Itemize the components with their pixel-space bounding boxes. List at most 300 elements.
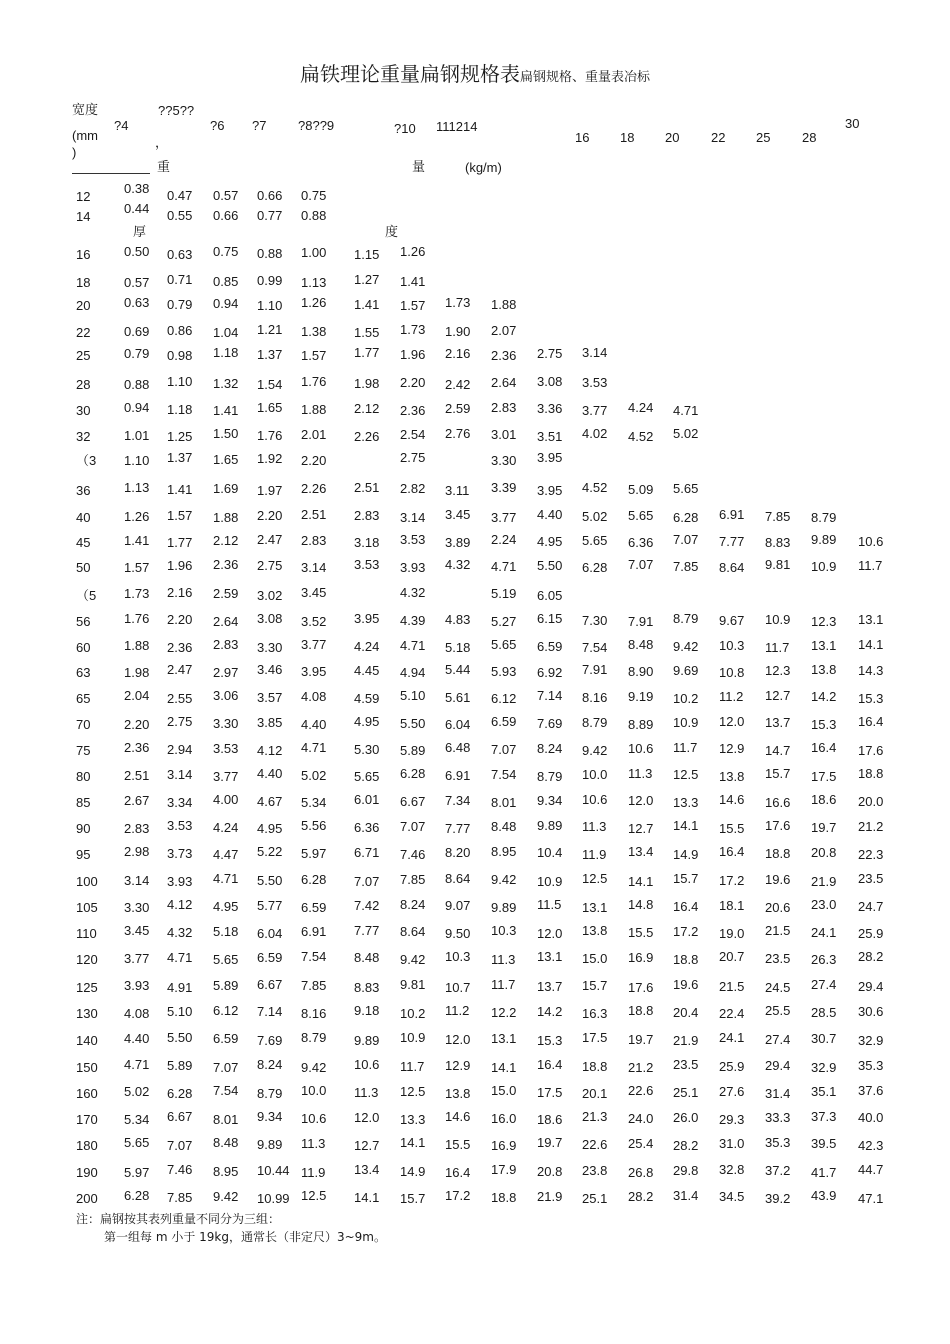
table-cell: 8.64 (445, 871, 471, 886)
table-cell: 1.41 (213, 403, 239, 418)
table-cell: 5.97 (124, 1165, 150, 1180)
table-cell: 10.9 (765, 612, 791, 627)
table-cell: 10.3 (445, 949, 471, 964)
table-cell: 9.42 (673, 639, 699, 654)
table-cell: 7.07 (213, 1060, 239, 1075)
table-cell: 5.89 (400, 743, 426, 758)
table-cell: 5.44 (445, 662, 471, 677)
table-cell: 8.16 (301, 1006, 327, 1021)
table-cell: 27.4 (765, 1032, 791, 1047)
table-cell: 1.27 (354, 272, 380, 287)
table-cell: 26.8 (628, 1165, 654, 1180)
row-width-label: 180 (76, 1138, 98, 1153)
table-cell: 14.3 (858, 663, 884, 678)
header-weight-char: 重 (157, 160, 171, 175)
table-cell: 15.7 (765, 766, 791, 781)
table-cell: 9.42 (301, 1060, 327, 1075)
table-cell: 9.89 (811, 532, 837, 547)
table-cell: 28.2 (628, 1189, 654, 1204)
table-cell: 5.50 (537, 558, 563, 573)
table-cell: 25.1 (673, 1085, 699, 1100)
table-cell: 11.2 (445, 1003, 470, 1018)
title-main: 扁铁理论重量扁钢规格表 (299, 62, 520, 86)
table-cell: 32.9 (858, 1033, 884, 1048)
table-cell: 2.36 (400, 403, 426, 418)
table-cell: 0.79 (124, 346, 150, 361)
table-cell: 5.18 (445, 640, 471, 655)
header-thickness-2: ??5?? (158, 103, 195, 118)
table-cell: 4.94 (400, 665, 426, 680)
table-cell: 3.14 (400, 510, 426, 525)
table-cell: 13.8 (582, 923, 608, 938)
table-cell: 17.2 (719, 873, 745, 888)
table-cell: 1.26 (124, 509, 150, 524)
table-cell: 23.8 (582, 1163, 608, 1178)
table-cell: 5.19 (491, 586, 517, 601)
table-cell: 3.02 (257, 588, 283, 603)
table-cell: 1.73 (124, 586, 150, 601)
table-cell: 6.04 (257, 926, 283, 941)
table-cell: 15.0 (491, 1083, 517, 1098)
header-thickness-14: 30 (845, 116, 860, 131)
table-cell: 3.52 (301, 614, 327, 629)
table-cell: 23.5 (858, 871, 884, 886)
table-cell: 7.85 (765, 509, 791, 524)
table-cell: 0.98 (167, 348, 193, 363)
table-cell: 2.75 (400, 450, 426, 465)
table-cell: 25.9 (858, 926, 884, 941)
table-cell: 1.76 (257, 428, 283, 443)
table-cell: 13.8 (445, 1086, 471, 1101)
table-cell: 5.61 (445, 690, 471, 705)
table-cell: 1.38 (301, 324, 327, 339)
table-cell: 2.26 (301, 481, 327, 496)
row-width-label: 28 (76, 377, 91, 392)
table-cell: 0.94 (124, 400, 150, 415)
table-cell: 3.45 (124, 923, 150, 938)
table-cell: 1.13 (301, 275, 327, 290)
table-cell: 0.88 (301, 208, 327, 223)
table-cell: 8.79 (673, 611, 699, 626)
table-cell: 11.3 (354, 1085, 379, 1100)
header-thickness-8: 16 (575, 130, 590, 145)
table-cell: 9.89 (537, 818, 563, 833)
table-cell: 1.88 (124, 638, 150, 653)
table-cell: 7.07 (491, 742, 517, 757)
table-cell: 4.91 (167, 980, 193, 995)
table-cell: 7.07 (167, 1138, 193, 1153)
table-cell: 4.83 (445, 612, 471, 627)
table-cell: 2.75 (537, 346, 563, 361)
header-thickness-11: 22 (711, 130, 726, 145)
table-cell: 11.9 (301, 1165, 326, 1180)
row-width-label: 32 (76, 429, 91, 444)
table-cell: 14.6 (445, 1109, 471, 1124)
table-cell: 25.4 (628, 1136, 654, 1151)
table-cell: 5.10 (167, 1004, 193, 1019)
table-cell: 5.50 (167, 1030, 193, 1045)
table-cell: 2.20 (167, 612, 193, 627)
row-width-label: 85 (76, 795, 91, 810)
table-cell: 1.98 (124, 665, 150, 680)
table-cell: 7.34 (445, 793, 471, 808)
table-cell: 0.99 (257, 273, 283, 288)
row-width-label: （3 (76, 453, 97, 468)
table-cell: 0.47 (167, 188, 193, 203)
table-cell: 1.98 (354, 376, 380, 391)
row-width-label: 95 (76, 847, 91, 862)
table-cell: 3.11 (445, 483, 470, 498)
table-cell: 7.77 (354, 923, 380, 938)
header-thickness-6: ?10 (394, 121, 416, 136)
table-cell: 13.1 (537, 949, 563, 964)
table-cell: 35.3 (858, 1058, 884, 1073)
table-cell: 5.02 (301, 768, 327, 783)
table-cell: 6.59 (301, 900, 327, 915)
table-cell: 8.48 (354, 950, 380, 965)
table-cell: 2.26 (354, 429, 380, 444)
table-cell: 8.83 (765, 535, 791, 550)
table-cell: 6.28 (400, 766, 426, 781)
table-cell: 3.53 (400, 532, 426, 547)
table-cell: 3.57 (257, 690, 283, 705)
table-cell: 7.85 (301, 978, 327, 993)
table-cell: 14.1 (673, 818, 699, 833)
table-cell: 1.26 (301, 295, 327, 310)
table-cell: 14.8 (628, 897, 654, 912)
table-cell: 18.8 (858, 766, 884, 781)
table-cell: 21.3 (582, 1109, 608, 1124)
table-cell: 18.8 (491, 1190, 517, 1205)
table-cell: 4.02 (582, 426, 608, 441)
table-cell: 1.65 (257, 400, 283, 415)
header-thickness-4: ?7 (252, 118, 267, 133)
table-cell: 5.09 (628, 482, 654, 497)
table-cell: 0.88 (124, 377, 150, 392)
table-cell: 10.44 (257, 1163, 290, 1178)
table-cell: 18.8 (582, 1059, 608, 1074)
table-cell: 8.90 (628, 664, 654, 679)
table-cell: 9.89 (491, 900, 517, 915)
table-cell: 10.2 (400, 1006, 426, 1021)
row-width-label: 40 (76, 510, 91, 525)
table-cell: 15.0 (582, 951, 608, 966)
row-width-label: 160 (76, 1086, 98, 1101)
table-cell: 2.36 (213, 557, 239, 572)
table-cell: 2.75 (167, 714, 193, 729)
table-cell: 4.12 (167, 897, 193, 912)
table-cell: 8.95 (491, 844, 517, 859)
table-cell: 10.3 (719, 638, 745, 653)
table-cell: 3.08 (257, 611, 283, 626)
table-cell: 2.59 (445, 401, 471, 416)
table-cell: 2.82 (400, 481, 426, 496)
table-cell: 0.88 (257, 246, 283, 261)
table-cell: 10.9 (537, 874, 563, 889)
row-width-label: 140 (76, 1033, 98, 1048)
table-cell: 16.4 (673, 899, 699, 914)
table-cell: 37.3 (811, 1109, 837, 1124)
table-cell: 3.95 (537, 450, 563, 465)
row-width-label: 25 (76, 348, 91, 363)
table-cell: 1.41 (167, 482, 193, 497)
table-cell: 29.8 (673, 1163, 699, 1178)
table-cell: 9.89 (257, 1137, 283, 1152)
table-cell: 4.59 (354, 691, 380, 706)
header-thickness-10: 20 (665, 130, 680, 145)
table-cell: 2.94 (167, 742, 193, 757)
table-cell: 19.6 (673, 977, 699, 992)
table-cell: 2.36 (124, 740, 150, 755)
table-cell: 3.30 (124, 900, 150, 915)
table-cell: 17.5 (582, 1030, 608, 1045)
table-cell: 19.6 (765, 872, 791, 887)
table-cell: 13.7 (765, 715, 791, 730)
table-cell: 17.6 (628, 980, 654, 995)
table-cell: 2.20 (400, 375, 426, 390)
table-cell: 1.10 (167, 374, 193, 389)
row-width-label: 100 (76, 874, 98, 889)
row-width-label: 105 (76, 900, 98, 915)
table-cell: 9.42 (213, 1189, 239, 1204)
row-width-label: 120 (76, 952, 98, 967)
table-cell: 11.3 (491, 952, 516, 967)
table-cell: 22.3 (858, 847, 884, 862)
table-cell: 6.91 (719, 507, 745, 522)
table-cell: 10.0 (301, 1083, 327, 1098)
table-cell: 8.20 (445, 845, 471, 860)
table-cell: 4.95 (257, 821, 283, 836)
table-cell: 13.4 (628, 844, 654, 859)
table-cell: 0.75 (213, 244, 239, 259)
table-cell: 21.9 (673, 1033, 699, 1048)
row-width-label: 12 (76, 189, 91, 204)
table-cell: 12.9 (719, 741, 745, 756)
table-cell: 3.01 (491, 427, 517, 442)
table-cell: 7.54 (582, 640, 608, 655)
header-thickness-7: 111214 (436, 119, 478, 134)
table-cell: 10.9 (811, 559, 837, 574)
table-cell: 14.1 (354, 1190, 380, 1205)
row-width-label: 70 (76, 717, 91, 732)
table-cell: 3.30 (491, 453, 517, 468)
table-cell: 3.53 (582, 375, 608, 390)
table-cell: 22.6 (628, 1083, 654, 1098)
table-cell: 1.90 (445, 324, 471, 339)
table-cell: 7.69 (537, 716, 563, 731)
table-cell: 2.47 (257, 532, 283, 547)
table-cell: 1.00 (301, 245, 327, 260)
table-cell: 23.5 (673, 1057, 699, 1072)
table-cell: 13.1 (582, 900, 608, 915)
table-cell: 0.63 (167, 247, 193, 262)
table-cell: 10.6 (582, 792, 608, 807)
table-cell: 8.64 (719, 560, 745, 575)
table-cell: 19.7 (628, 1032, 654, 1047)
table-cell: 6.15 (537, 611, 563, 626)
table-cell: 12.3 (811, 614, 837, 629)
table-cell: 16.4 (719, 844, 745, 859)
table-cell: 9.42 (582, 743, 608, 758)
table-cell: 7.42 (354, 898, 380, 913)
row-width-label: 150 (76, 1060, 98, 1075)
table-cell: 3.53 (213, 741, 239, 756)
table-cell: 4.40 (124, 1031, 150, 1046)
table-cell: 6.59 (257, 950, 283, 965)
table-cell: 4.00 (213, 792, 239, 807)
row-width-label: 20 (76, 298, 91, 313)
table-cell: 14.9 (400, 1164, 426, 1179)
table-cell: 2.36 (491, 348, 517, 363)
table-cell: 35.1 (811, 1084, 837, 1099)
table-cell: 6.28 (167, 1086, 193, 1101)
table-cell: 1.32 (213, 376, 239, 391)
table-cell: 29.4 (858, 979, 884, 994)
table-cell: 18.8 (673, 952, 699, 967)
table-cell: 1.92 (257, 451, 283, 466)
table-cell: 5.93 (491, 664, 517, 679)
table-cell: 13.1 (491, 1031, 517, 1046)
table-cell: 2.98 (124, 844, 150, 859)
table-cell: 1.41 (354, 297, 380, 312)
table-cell: 7.77 (719, 534, 745, 549)
table-cell: 23.0 (811, 897, 837, 912)
table-cell: 13.8 (719, 769, 745, 784)
table-cell: 6.67 (400, 794, 426, 809)
row-width-label: （5 (76, 588, 97, 603)
table-cell: 6.28 (124, 1188, 150, 1203)
table-cell: 16.6 (765, 795, 791, 810)
table-cell: 6.67 (257, 977, 283, 992)
table-cell: 6.12 (213, 1003, 239, 1018)
table-cell: 2.54 (400, 427, 426, 442)
table-cell: 16.4 (445, 1165, 471, 1180)
table-cell: 3.34 (167, 795, 193, 810)
row-width-label: 125 (76, 980, 98, 995)
table-cell: 18.1 (719, 898, 745, 913)
table-cell: 7.07 (354, 874, 380, 889)
table-cell: 28.2 (858, 949, 884, 964)
row-width-label: 170 (76, 1112, 98, 1127)
table-cell: 2.75 (257, 558, 283, 573)
table-cell: 12.7 (765, 688, 791, 703)
table-cell: 14.7 (765, 743, 791, 758)
table-cell: 9.50 (445, 926, 471, 941)
row-width-label: 75 (76, 743, 91, 758)
table-cell: 2.47 (167, 662, 193, 677)
header-thickness-13: 28 (802, 130, 817, 145)
table-cell: 4.12 (257, 743, 283, 758)
table-cell: 1.77 (167, 535, 193, 550)
table-cell: 15.3 (811, 717, 837, 732)
table-cell: 5.65 (628, 508, 654, 523)
table-cell: 7.46 (167, 1162, 193, 1177)
table-cell: 5.65 (673, 481, 699, 496)
table-cell: 7.77 (445, 821, 471, 836)
table-cell: 20.1 (582, 1086, 608, 1101)
table-cell: 16.4 (537, 1057, 563, 1072)
table-cell: 8.64 (400, 924, 426, 939)
table-cell: 1.77 (354, 345, 380, 360)
table-cell: 6.92 (537, 665, 563, 680)
table-cell: 11.3 (628, 766, 653, 781)
row-width-label: 16 (76, 247, 91, 262)
table-cell: 3.77 (213, 769, 239, 784)
table-cell: 14.9 (673, 847, 699, 862)
table-cell: 6.59 (537, 639, 563, 654)
table-cell: 4.24 (354, 639, 380, 654)
table-cell: 6.36 (628, 535, 654, 550)
table-cell: 1.26 (400, 244, 426, 259)
table-cell: 4.39 (400, 613, 426, 628)
table-cell: 3.95 (301, 664, 327, 679)
table-cell: 3.14 (167, 767, 193, 782)
table-cell: 11.2 (719, 689, 744, 704)
table-cell: 1.96 (400, 347, 426, 362)
table-cell: 4.95 (537, 534, 563, 549)
table-cell: 12.7 (354, 1138, 380, 1153)
table-cell: 16.9 (491, 1138, 517, 1153)
table-cell: 2.83 (354, 508, 380, 523)
table-cell: 7.54 (301, 949, 327, 964)
table-cell: 6.28 (673, 510, 699, 525)
table-cell: 6.48 (445, 740, 471, 755)
table-cell: 3.85 (257, 715, 283, 730)
table-cell: 10.7 (445, 980, 471, 995)
table-cell: 10.4 (537, 845, 563, 860)
table-cell: 1.21 (257, 322, 283, 337)
table-cell: 20.0 (858, 794, 884, 809)
table-cell: 13.4 (354, 1162, 380, 1177)
table-cell: 3.18 (354, 535, 380, 550)
table-cell: 7.54 (491, 767, 517, 782)
table-cell: 1.55 (354, 325, 380, 340)
table-cell: 3.77 (582, 403, 608, 418)
table-cell: 2.20 (301, 453, 327, 468)
table-cell: 4.40 (301, 717, 327, 732)
table-cell: 21.2 (858, 819, 884, 834)
table-cell: 5.65 (213, 952, 239, 967)
table-cell: 0.44 (124, 201, 150, 216)
header-comma-mark: ， (155, 136, 169, 151)
table-cell: 7.85 (673, 559, 699, 574)
table-cell: 5.89 (167, 1058, 193, 1073)
table-cell: 31.4 (765, 1086, 791, 1101)
table-cell: 10.3 (491, 923, 517, 938)
table-cell: 14.1 (628, 874, 654, 889)
table-cell: 2.59 (213, 586, 239, 601)
table-cell: 7.85 (400, 872, 426, 887)
table-cell: 4.52 (582, 480, 608, 495)
table-cell: 2.16 (167, 585, 193, 600)
table-cell: 0.75 (301, 188, 327, 203)
table-cell: 9.89 (354, 1033, 380, 1048)
table-cell: 15.7 (400, 1191, 426, 1206)
table-cell: 2.83 (301, 533, 327, 548)
table-cell: 1.76 (301, 374, 327, 389)
table-cell: 28.2 (673, 1138, 699, 1153)
table-cell: 37.2 (765, 1163, 791, 1178)
table-cell: 16.4 (811, 740, 837, 755)
row-width-label: 45 (76, 535, 91, 550)
table-cell: 5.65 (582, 533, 608, 548)
table-cell: 2.20 (124, 717, 150, 732)
table-cell: 8.79 (257, 1086, 283, 1101)
table-cell: 7.91 (582, 662, 608, 677)
table-cell: 1.10 (257, 298, 283, 313)
table-cell: 12.3 (765, 663, 791, 678)
table-cell: 5.02 (124, 1084, 150, 1099)
